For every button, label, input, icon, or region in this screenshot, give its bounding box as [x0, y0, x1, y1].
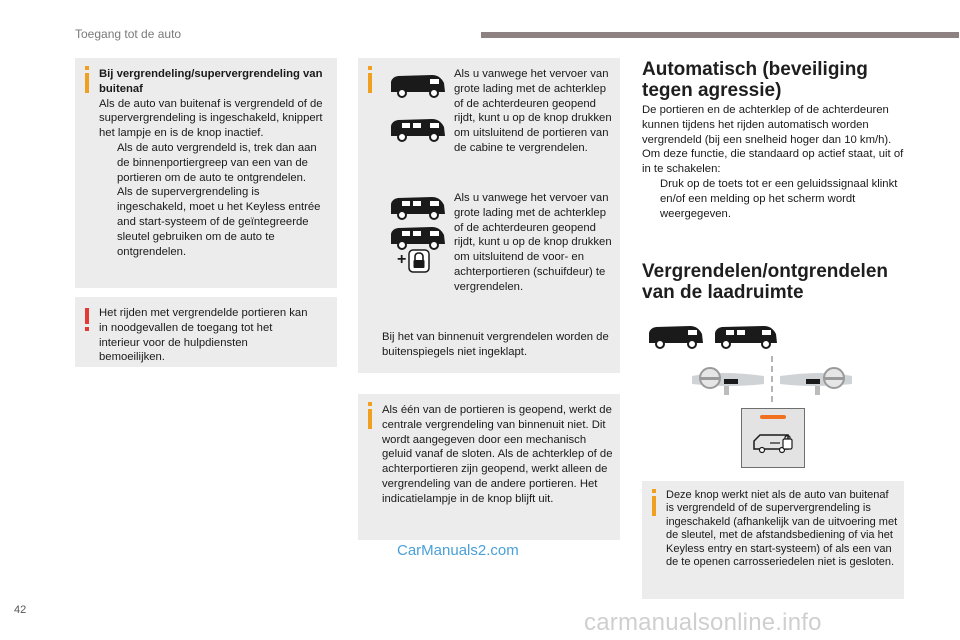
info-icon	[368, 73, 372, 93]
dashboard-divider	[771, 356, 773, 402]
van-icon	[388, 194, 448, 220]
warning-box	[75, 297, 337, 367]
list-item: Als de auto vergrendeld is, trek dan aan de binnenportiergreep van een van de portieren om de auto te ontgrendelen.	[117, 141, 317, 184]
heading-load-area: Vergrendelen/ontgrendelen van de laadruimte	[642, 261, 888, 303]
van-icon	[388, 116, 448, 142]
heading-auto-lock: Automatisch (beveiliging tegen agressie)	[642, 59, 868, 101]
paragraph: Als u vanwege het vervoer van grote lading met de achterklep of de achterdeuren geopend rijdt, kunt u op de knop drukken om uitsluitend de voor- en achterportieren (schuifdeur) te vergrendelen.	[454, 192, 612, 293]
watermark-link[interactable]: CarManuals2.com	[397, 542, 519, 559]
info-box-load-area	[642, 481, 904, 599]
warning-text: Het rijden met vergrendelde portieren kan in noodgevallen de toegang tot het interieur voor de hulpdiensten bemoeilijken.	[99, 307, 308, 364]
van-lock-icon	[752, 431, 796, 455]
header-bar	[481, 32, 959, 38]
box-heading: Bij vergrendeling/supervergrendeling van buitenaf	[99, 68, 323, 95]
indicator-light	[760, 415, 786, 419]
box-body: Als de auto van buitenaf is vergrendeld of de supervergrendeling is ingeschakeld, knippert het lampje en is de knop inactief.	[99, 97, 323, 140]
van-icon	[712, 323, 780, 349]
van-icon	[388, 72, 448, 98]
list-item: Als de supervergrendeling is ingeschakeld, moet u het Keyless entrée and start-systeem of de geïntegreerde sleutel gebruiken om de auto te ontgrendelen.	[117, 186, 321, 258]
van-icon	[388, 224, 448, 250]
paragraph: De portieren en de achterklep of de achterdeuren kunnen tijdens het rijden automatisch worden vergrendeld (bij een snelheid hoger dan 10 km/h). Om deze functie, die standaard op actief staat, uit of in te schakelen: Druk op de toets tot er een geluidssignaal klinkt en/of een melding op het scherm wordt weergegeven.	[642, 104, 904, 220]
info-icon	[368, 409, 372, 429]
steering-wheel-icon	[690, 366, 766, 402]
section-title: Toegang tot de auto	[75, 27, 182, 41]
paragraph: Bij het van binnenuit vergrendelen worden de buitenspiegels niet ingeklapt.	[382, 331, 609, 358]
page-number: 42	[14, 604, 27, 616]
watermark-link[interactable]: carmanualsonline.info	[584, 609, 822, 636]
plus-sign: +	[397, 251, 407, 268]
info-box-external-locking	[75, 58, 337, 288]
list-item: Druk op de toets tot er een geluidssignaal klinkt en/of een melding op het scherm wordt weergegeven.	[660, 177, 898, 220]
info-icon	[85, 73, 89, 93]
box-body: Als één van de portieren is geopend, werkt de centrale vergrendeling van binnenuit niet. Dit wordt aangegeven door een mechanisch geluid vanaf de sloten. Als de achterklep of de achterportieren zijn geopend, werkt alleen de vergrendeling van de andere portieren. Het indicatielampje in de knop blijft uit.	[382, 404, 613, 505]
info-box-central-locking	[358, 394, 620, 540]
van-icon	[646, 323, 706, 349]
steering-wheel-icon	[778, 366, 854, 402]
load-area-lock-button[interactable]	[741, 408, 805, 468]
paragraph: Als u vanwege het vervoer van grote lading met de achterklep of de achterdeuren geopend rijdt, kunt u op de knop drukken om uitsluitend de portieren van de cabine te vergrendelen.	[454, 68, 612, 154]
info-box-cabin-locking	[358, 58, 620, 373]
info-icon	[652, 496, 656, 516]
warning-icon	[85, 308, 89, 324]
lock-icon	[408, 249, 430, 273]
box-body: Deze knop werkt niet als de auto van buitenaf is vergrendeld of de supervergrendeling is ingeschakeld (afhankelijk van de uitvoering met de sleutel, met de afstandsbediening of via het Keyless entry en start-systeem) of als een van de te openen carrosseriedelen niet is gesloten.	[666, 489, 898, 569]
